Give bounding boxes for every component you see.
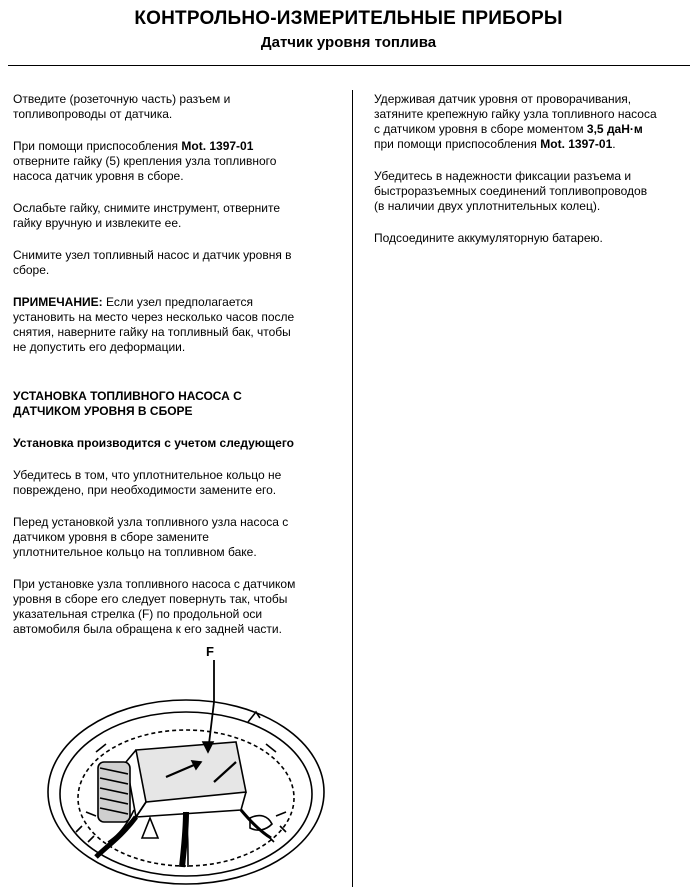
paragraph-orient-arrow: При установке узла топливного насоса с датчиком уровня в сборе его следует повернуть так, чтобы указательная стрелка (F) по продольной оси автомобиля была обращена к его задней части. <box>13 577 296 636</box>
page-header <box>0 8 697 51</box>
paragraph-unscrew-nut: При помощи приспособления Mot. 1397-01 отверните гайку (5) крепления узла топливного насоса датчик уровня в сборе. <box>13 139 277 183</box>
fuel-pump-drawing <box>36 642 336 887</box>
left-column <box>13 92 343 654</box>
section-heading: УСТАНОВКА ТОПЛИВНОГО НАСОСА С ДАТЧИКОМ УРОВНЯ В СБОРЕ <box>13 389 242 418</box>
note-label: ПРИМЕЧАНИЕ: <box>13 295 103 309</box>
torque-value: 3,5 даН·м <box>586 122 643 136</box>
tool-reference: Mot. 1397-01 <box>540 137 613 151</box>
paragraph-loosen-nut: Ослабьте гайку, снимите инструмент, отверните гайку вручную и извлеките ее. <box>13 201 281 230</box>
section-subheading: Установка производится с учетом следующего <box>13 436 294 450</box>
column-divider <box>352 90 353 887</box>
paragraph-connect-battery: Подсоедините аккумуляторную батарею. <box>374 231 603 245</box>
tool-reference: Mot. 1397-01 <box>181 139 254 153</box>
note-paragraph: ПРИМЕЧАНИЕ: Если узел предполагается установить на место через несколько часов после снятия, наверните гайку на топливный бак, чтобы не допустить его деформации. <box>13 295 295 354</box>
fuel-pump-illustration <box>36 642 336 887</box>
header-rule <box>8 65 690 66</box>
paragraph-replace-ring: Перед установкой узла топливного узла насоса с датчиком уровня в сборе замените уплотнительное кольцо на топливном баке. <box>13 515 289 559</box>
paragraph-tighten-nut: Удерживая датчик уровня от проворачивания, затяните крепежную гайку узла топливного насоса с датчиком уровня в сборе моментом 3,5 даН·м при помощи приспособления Mot. 1397-01. <box>374 92 657 151</box>
figure-label-f: F <box>206 644 214 659</box>
paragraph-check-connections: Убедитесь в надежности фиксации разъема и быстроразъемных соединений топливопроводов (в наличии двух уплотнительных колец). <box>374 169 648 213</box>
paragraph-check-ring: Убедитесь в том, что уплотнительное кольцо не повреждено, при необходимости замените его. <box>13 468 282 497</box>
paragraph-remove-unit: Снимите узел топливный насос и датчик уровня в сборе. <box>13 248 292 277</box>
page-subtitle: Датчик уровня топлива <box>260 34 437 51</box>
page-title: КОНТРОЛЬНО-ИЗМЕРИТЕЛЬНЫЕ ПРИБОРЫ <box>134 8 563 29</box>
paragraph-disconnect: Отведите (розеточную часть) разъем и топливопроводы от датчика. <box>13 92 231 121</box>
right-column <box>374 92 692 263</box>
